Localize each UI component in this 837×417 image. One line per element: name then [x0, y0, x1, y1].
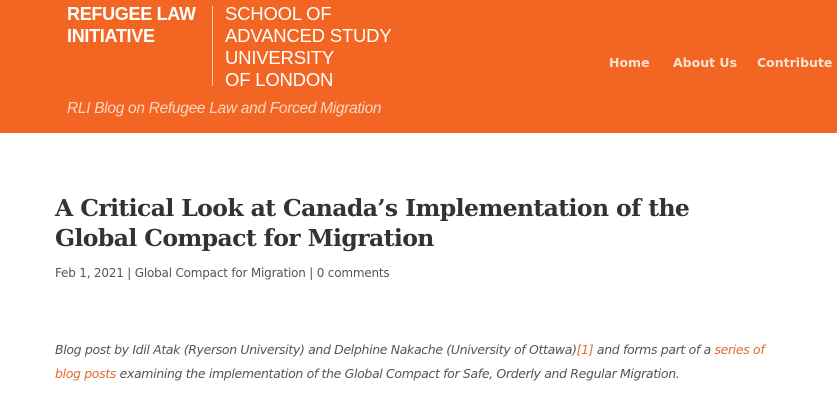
- post-title: A Critical Look at Canada’s Implementation of the Global Compact for Migration: [55, 194, 690, 252]
- intro-text: and forms part of a: [593, 342, 715, 357]
- logo-line: SCHOOL OF: [225, 3, 332, 24]
- series-link[interactable]: series of blog posts: [55, 342, 765, 381]
- post-meta: [55, 266, 389, 280]
- logo-line: UNIVERSITY: [225, 47, 335, 68]
- meta-separator: |: [127, 266, 132, 280]
- logo-line: REFUGEE LAW: [67, 4, 196, 24]
- site-header: [0, 0, 837, 133]
- nav-contribute[interactable]: Contribute: [757, 55, 833, 70]
- post-intro: [55, 338, 775, 386]
- footnote-link[interactable]: [1]: [576, 342, 594, 357]
- category-link[interactable]: Global Compact for Migration: [134, 266, 306, 280]
- logo-line: INITIATIVE: [67, 26, 155, 46]
- intro-text: examining the implementation of the Global Compact for Safe, Orderly and Regular Migration.: [115, 366, 680, 381]
- intro-text: Blog post by Idil Atak (Ryerson University) and Delphine Nakache (University of Ottawa): [55, 342, 577, 357]
- post-date: Feb 1, 2021: [55, 266, 124, 280]
- logo-line: ADVANCED STUDY: [225, 25, 392, 46]
- logo-divider: [212, 6, 213, 86]
- comments-link[interactable]: 0 comments: [316, 266, 390, 280]
- logo-line: OF LONDON: [225, 69, 334, 90]
- meta-separator: |: [309, 266, 314, 280]
- rli-logo[interactable]: [67, 3, 196, 47]
- nav-about-us[interactable]: About Us: [673, 55, 738, 70]
- sas-logo[interactable]: [225, 3, 391, 91]
- site-tagline: RLI Blog on Refugee Law and Forced Migration: [67, 100, 382, 117]
- nav-home[interactable]: Home: [609, 55, 650, 70]
